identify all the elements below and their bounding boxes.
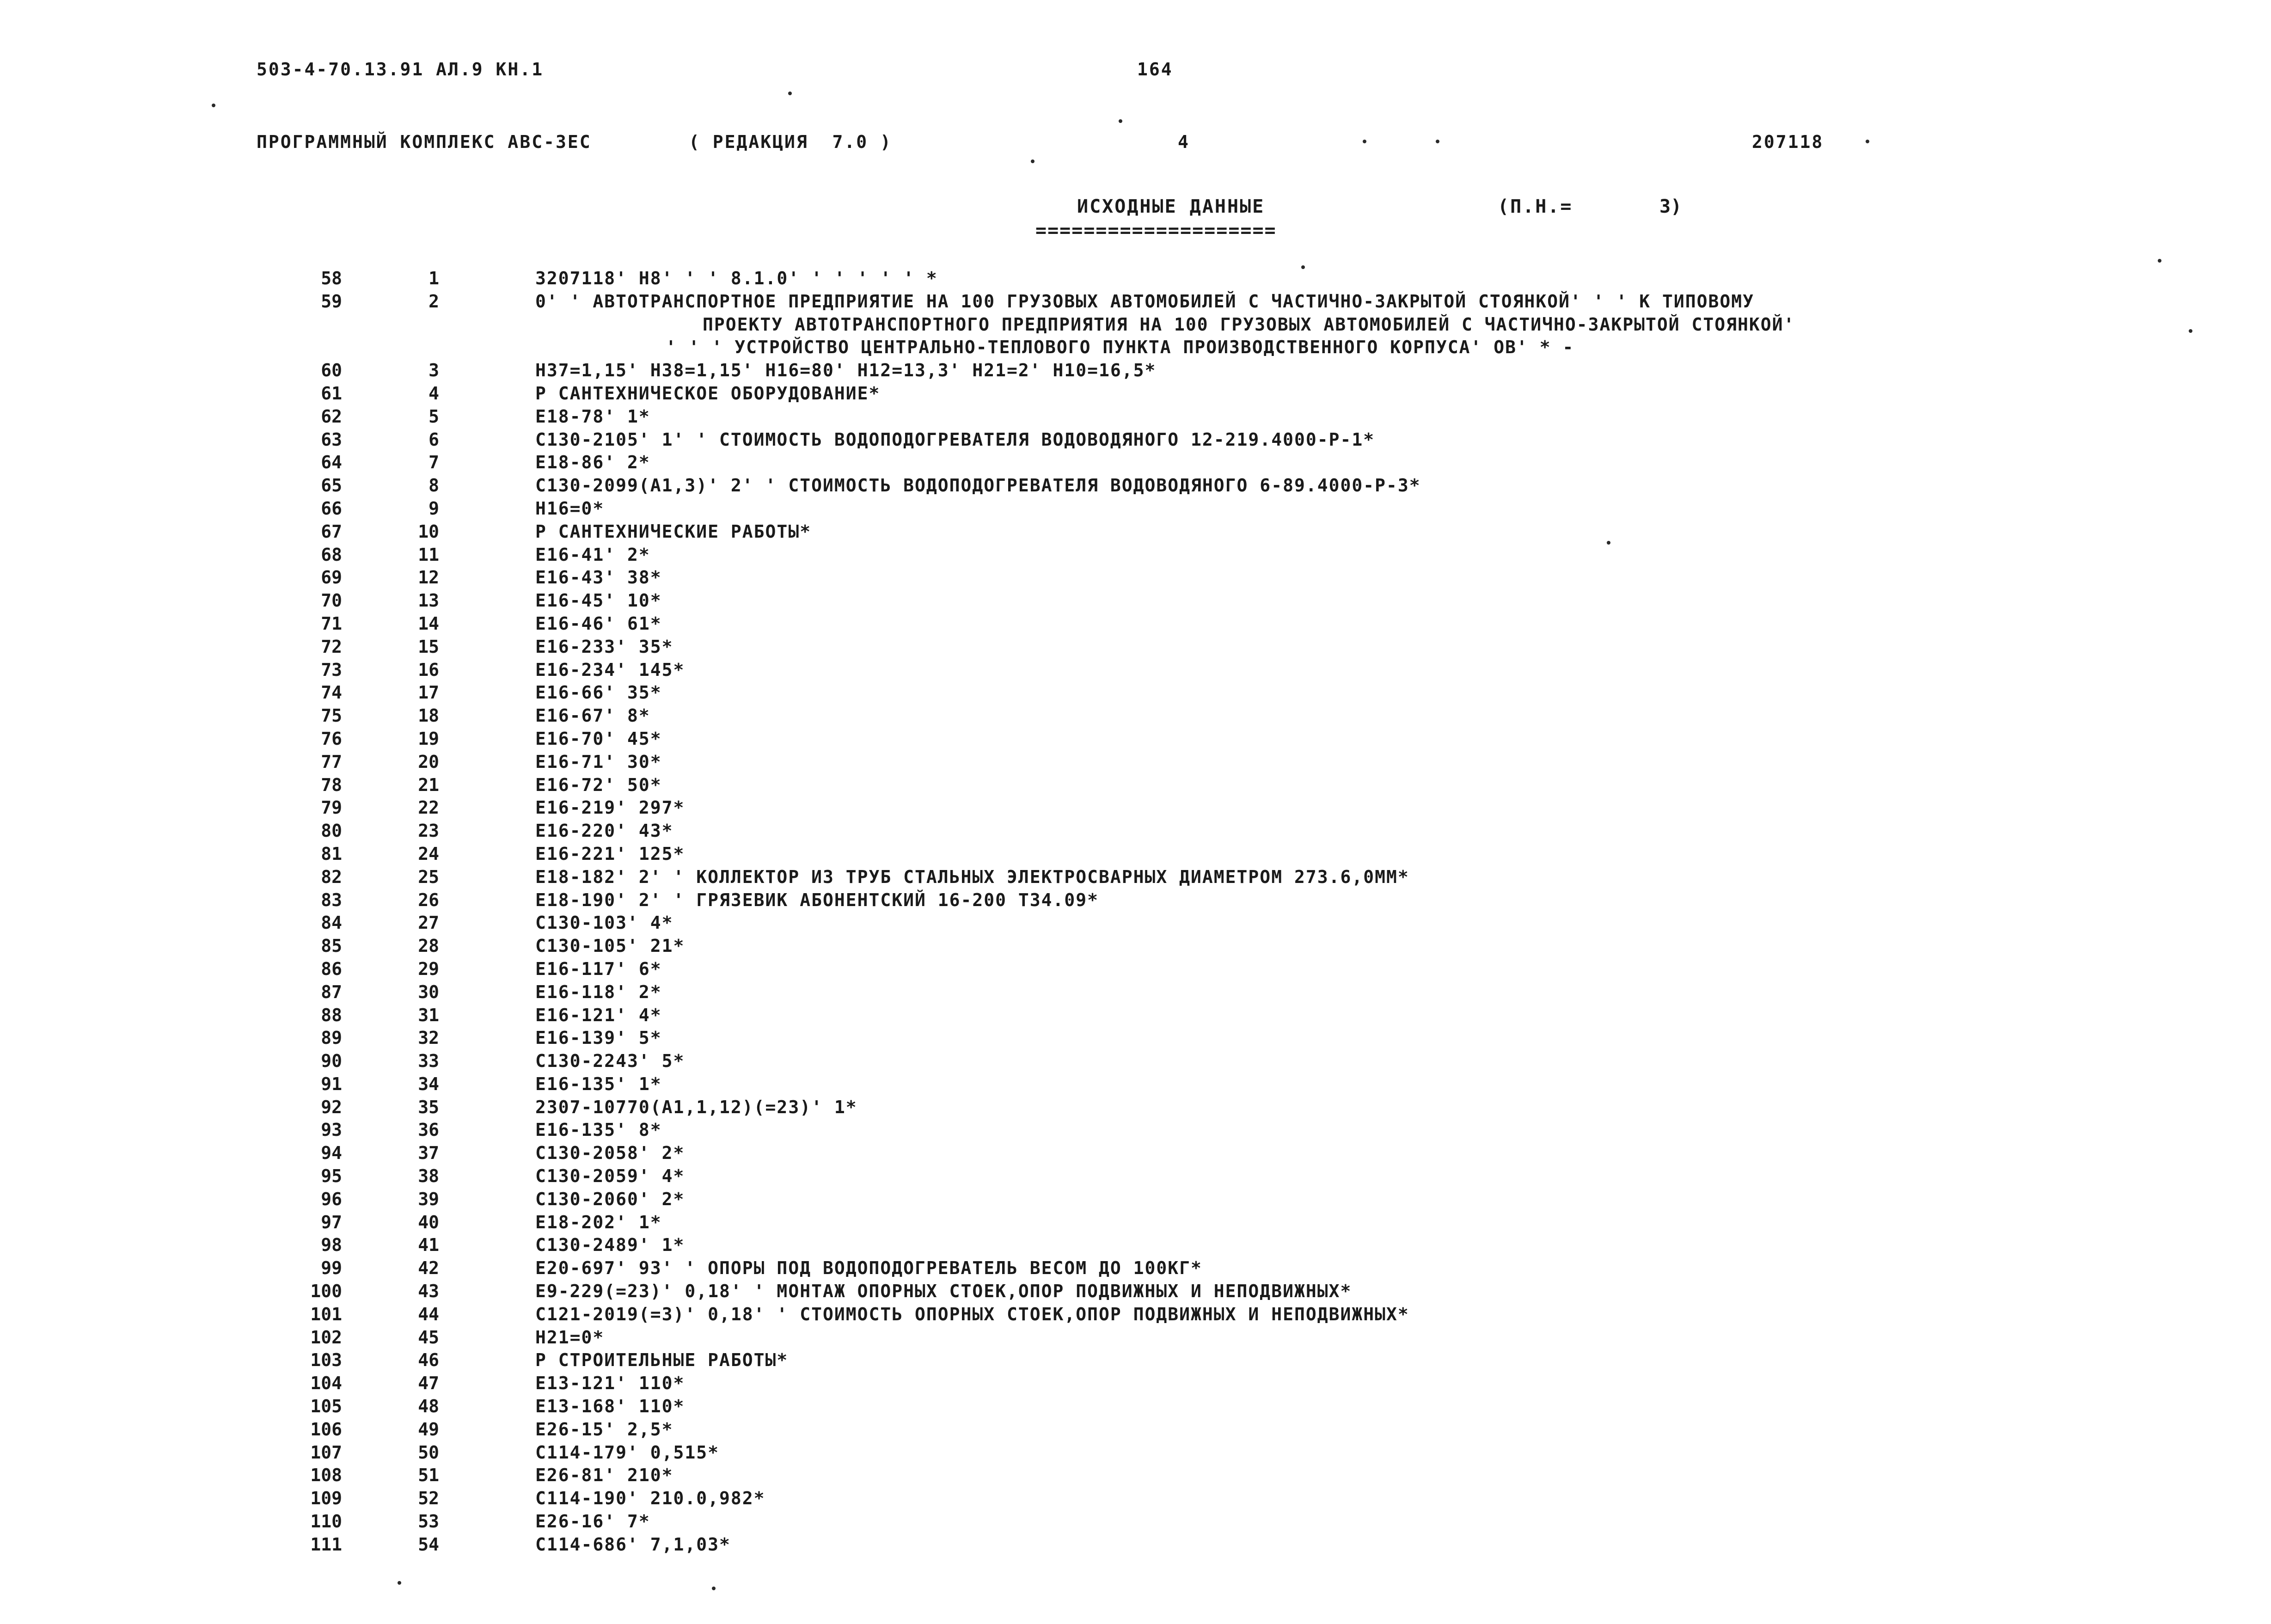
listing-row	[0, 544, 2271, 567]
statement-number: 24	[418, 843, 439, 864]
statement-number: 40	[418, 1212, 439, 1232]
statement-number: 14	[418, 613, 439, 634]
statement-text: Н16=0*	[535, 498, 605, 519]
statement-text: Е16-220' 43*	[535, 821, 673, 841]
scan-speck	[1436, 140, 1439, 143]
line-number: 103	[310, 1350, 342, 1371]
line-number: 87	[321, 981, 342, 1002]
scan-speck	[788, 92, 792, 95]
statement-text: С130-105' 21*	[535, 936, 685, 956]
line-number: 102	[310, 1327, 342, 1348]
line-number: 92	[321, 1097, 342, 1117]
statement-text: Н37=1,15' Н38=1,15' Н16=80' Н12=13,3' Н21=2' Н10=16,5*	[535, 360, 1157, 381]
listing-row	[0, 382, 2271, 405]
statement-text: Е26-16' 7*	[535, 1511, 650, 1532]
statement-text: С130-2059' 4*	[535, 1166, 685, 1187]
listing-row	[0, 843, 2271, 866]
line-number: 106	[310, 1419, 342, 1440]
statement-number: 7	[428, 452, 439, 473]
statement-number: 46	[418, 1350, 439, 1371]
listing-row	[0, 359, 2271, 382]
statement-number: 49	[418, 1419, 439, 1440]
line-number: 95	[321, 1166, 342, 1187]
line-number: 110	[310, 1511, 342, 1532]
statement-number: 47	[418, 1373, 439, 1394]
statement-number: 17	[418, 682, 439, 703]
scan-speck	[398, 1581, 401, 1585]
statement-text: Р СТРОИТЕЛЬНЫЕ РАБОТЫ*	[535, 1350, 789, 1371]
line-number: 66	[321, 498, 342, 519]
statement-text: С130-2058' 2*	[535, 1143, 685, 1164]
statement-number: 38	[418, 1166, 439, 1187]
listing-row	[0, 1142, 2271, 1165]
statement-text: Е13-121' 110*	[535, 1373, 685, 1394]
statement-number: 21	[418, 774, 439, 795]
statement-text: Е16-118' 2*	[535, 981, 662, 1002]
listing-row	[0, 1050, 2271, 1073]
line-number: 62	[321, 406, 342, 427]
line-number: 59	[321, 291, 342, 312]
listing-row	[0, 1096, 2271, 1119]
listing-row	[0, 1418, 2271, 1441]
statement-number: 9	[428, 498, 439, 519]
statement-text: Е13-168' 110*	[535, 1396, 685, 1417]
listing-row	[0, 1487, 2271, 1510]
listing-row	[0, 981, 2271, 1004]
statement-number: 32	[418, 1028, 439, 1048]
line-number: 58	[321, 268, 342, 288]
listing-row	[0, 1073, 2271, 1096]
statement-text: Е20-697' 93' ' ОПОРЫ ПОД ВОДОПОДОГРЕВАТЕЛЬ ВЕСОМ ДО 100КГ*	[535, 1258, 1202, 1279]
statement-number: 29	[418, 958, 439, 979]
statement-text: Е16-41' 2*	[535, 544, 650, 565]
line-number: 69	[321, 567, 342, 588]
statement-number: 18	[418, 705, 439, 726]
statement-number: 19	[418, 728, 439, 749]
listing-row	[0, 774, 2271, 797]
statement-text: Р САНТЕХНИЧЕСКОЕ ОБОРУДОВАНИЕ*	[535, 383, 881, 404]
listing-row	[0, 290, 2271, 313]
listing-row	[0, 1004, 2271, 1027]
line-number: 90	[321, 1051, 342, 1072]
line-number: 81	[321, 843, 342, 864]
line-number: 63	[321, 429, 342, 450]
line-number: 104	[310, 1373, 342, 1394]
listing-row	[0, 521, 2271, 544]
sheet-number: 4	[1178, 132, 1190, 152]
listing-row	[0, 1395, 2271, 1418]
statement-text: С130-103' 4*	[535, 913, 673, 933]
line-number: 65	[321, 475, 342, 496]
statement-number: 16	[418, 659, 439, 680]
listing-row	[0, 1165, 2271, 1188]
line-number: 75	[321, 705, 342, 726]
statement-text: С130-2105' 1' ' СТОИМОСТЬ ВОДОПОДОГРЕВАТЕЛЯ ВОДОВОДЯНОГО 12-219.4000-Р-1*	[535, 429, 1375, 450]
statement-number: 8	[428, 475, 439, 496]
statement-text: Е18-86' 2*	[535, 452, 650, 473]
listing-row	[0, 1280, 2271, 1303]
job-code: 207118	[1752, 132, 1824, 152]
statement-number: 52	[418, 1488, 439, 1509]
pn-label: (П.Н.=	[1498, 196, 1573, 217]
statement-text: 2307-10770(А1,1,12)(=23)' 1*	[535, 1097, 857, 1117]
listing-row	[0, 267, 2271, 290]
scan-speck	[1119, 119, 1122, 123]
edition: ( РЕДАКЦИЯ 7.0 )	[689, 132, 892, 152]
statement-text: С130-2489' 1*	[535, 1235, 685, 1256]
statement-number: 35	[418, 1097, 439, 1117]
listing-row	[0, 1372, 2271, 1395]
statement-number: 53	[418, 1511, 439, 1532]
line-number: 77	[321, 751, 342, 772]
line-number: 76	[321, 728, 342, 749]
listing-row	[0, 1464, 2271, 1487]
line-number: 96	[321, 1189, 342, 1209]
statement-text: Е16-66' 35*	[535, 682, 662, 703]
statement-number: 2	[428, 291, 439, 312]
scan-speck	[2189, 329, 2192, 333]
line-number: 85	[321, 936, 342, 956]
statement-number: 54	[418, 1534, 439, 1555]
line-number: 111	[310, 1534, 342, 1555]
statement-number: 42	[418, 1258, 439, 1279]
scan-speck	[212, 104, 215, 107]
statement-text: Е16-135' 8*	[535, 1120, 662, 1140]
statement-text: 0' ' АВТОТРАНСПОРТНОЕ ПРЕДПРИЯТИЕ НА 100 ГРУЗОВЫХ АВТОМОБИЛЕЙ С ЧАСТИЧНО-ЗАКРЫТОЙ СТОЯНКОЙ' ' ' К ТИПОВОМУ	[535, 291, 1755, 312]
statement-number: 4	[428, 383, 439, 404]
line-number: 78	[321, 774, 342, 795]
statement-number: 31	[418, 1005, 439, 1025]
statement-number: 1	[428, 268, 439, 288]
input-data-listing	[0, 267, 2271, 1557]
listing-row	[0, 1027, 2271, 1050]
statement-number: 50	[418, 1442, 439, 1463]
statement-text: Е9-229(=23)' 0,18' ' МОНТАЖ ОПОРНЫХ СТОЕК,ОПОР ПОДВИЖНЫХ И НЕПОДВИЖНЫХ*	[535, 1281, 1352, 1302]
listing-row	[0, 866, 2271, 889]
line-number: 64	[321, 452, 342, 473]
scan-speck	[2158, 259, 2161, 263]
statement-text: Е18-190' 2' ' ГРЯЗЕВИК АБОНЕНТСКИЙ 16-200 Т34.09*	[535, 889, 1099, 910]
statement-number: 37	[418, 1143, 439, 1164]
line-number: 79	[321, 797, 342, 818]
statement-text: ' ' ' УСТРОЙСТВО ЦЕНТРАЛЬНО-ТЕПЛОВОГО ПУНКТА ПРОИЗВОДСТВЕННОГО КОРПУСА' ОВ' * -	[666, 337, 1574, 358]
statement-text: Е16-72' 50*	[535, 774, 662, 795]
statement-text: Е16-219' 297*	[535, 797, 685, 818]
statement-text: С130-2099(А1,3)' 2' ' СТОИМОСТЬ ВОДОПОДОГРЕВАТЕЛЯ ВОДОВОДЯНОГО 6-89.4000-Р-3*	[535, 475, 1421, 496]
listing-row	[0, 935, 2271, 958]
statement-number: 51	[418, 1465, 439, 1486]
statement-text: Е18-202' 1*	[535, 1212, 662, 1232]
listing-row	[0, 636, 2271, 659]
statement-text: Е26-15' 2,5*	[535, 1419, 673, 1440]
statement-number: 23	[418, 821, 439, 841]
statement-text: Е16-45' 10*	[535, 590, 662, 611]
statement-text: Е16-117' 6*	[535, 958, 662, 979]
statement-text: Е16-71' 30*	[535, 751, 662, 772]
statement-number: 39	[418, 1189, 439, 1209]
listing-row	[0, 1211, 2271, 1234]
listing-row	[0, 1119, 2271, 1142]
statement-number: 45	[418, 1327, 439, 1348]
listing-row	[0, 566, 2271, 589]
statement-number: 5	[428, 406, 439, 427]
scan-speck	[1031, 159, 1034, 163]
pn-value: 3)	[1659, 196, 1682, 217]
listing-row	[0, 705, 2271, 728]
section-title: ИСХОДНЫЕ ДАННЫЕ	[1077, 196, 1265, 217]
line-number: 89	[321, 1028, 342, 1048]
statement-number: 20	[418, 751, 439, 772]
listing-row	[0, 1188, 2271, 1211]
statement-text: С121-2019(=3)' 0,18' ' СТОИМОСТЬ ОПОРНЫХ СТОЕК,ОПОР ПОДВИЖНЫХ И НЕПОДВИЖНЫХ*	[535, 1304, 1409, 1324]
line-number: 80	[321, 821, 342, 841]
statement-number: 36	[418, 1120, 439, 1140]
statement-number: 25	[418, 866, 439, 887]
listing-row	[0, 497, 2271, 521]
statement-text: С130-2060' 2*	[535, 1189, 685, 1209]
program-name: ПРОГРАММНЫЙ КОМПЛЕКС АВС-3ЕС	[257, 132, 592, 152]
section-underline: ====================	[1035, 220, 1277, 241]
statement-text: Е16-46' 61*	[535, 613, 662, 634]
statement-text: Е18-78' 1*	[535, 406, 650, 427]
statement-number: 41	[418, 1235, 439, 1256]
line-number: 84	[321, 913, 342, 933]
statement-text: Е16-43' 38*	[535, 567, 662, 588]
line-number: 61	[321, 383, 342, 404]
listing-row	[0, 405, 2271, 429]
statement-number: 13	[418, 590, 439, 611]
listing-row	[0, 589, 2271, 613]
line-number: 98	[321, 1235, 342, 1256]
page-number: 164	[1137, 59, 1173, 80]
line-number: 88	[321, 1005, 342, 1025]
statement-number: 6	[428, 429, 439, 450]
statement-text: Е16-67' 8*	[535, 705, 650, 726]
statement-number: 48	[418, 1396, 439, 1417]
line-number: 109	[310, 1488, 342, 1509]
listing-row	[0, 912, 2271, 935]
listing-row	[0, 1234, 2271, 1257]
listing-row	[0, 1257, 2271, 1280]
statement-number: 10	[418, 521, 439, 542]
statement-text: Р САНТЕХНИЧЕСКИЕ РАБОТЫ*	[535, 521, 812, 542]
line-number: 60	[321, 360, 342, 381]
statement-text: Е16-221' 125*	[535, 843, 685, 864]
statement-text: С114-686' 7,1,03*	[535, 1534, 731, 1555]
statement-text: С114-179' 0,515*	[535, 1442, 720, 1463]
line-number: 101	[310, 1304, 342, 1324]
statement-number: 43	[418, 1281, 439, 1302]
statement-number: 44	[418, 1304, 439, 1324]
statement-number: 15	[418, 636, 439, 657]
line-number: 83	[321, 889, 342, 910]
line-number: 71	[321, 613, 342, 634]
line-number: 94	[321, 1143, 342, 1164]
line-number: 100	[310, 1281, 342, 1302]
scan-speck	[712, 1587, 716, 1590]
statement-text: Е16-139' 5*	[535, 1028, 662, 1048]
listing-row	[0, 728, 2271, 751]
listing-row	[0, 1441, 2271, 1465]
line-number: 68	[321, 544, 342, 565]
line-number: 107	[310, 1442, 342, 1463]
line-number: 99	[321, 1258, 342, 1279]
statement-text: Н21=0*	[535, 1327, 605, 1348]
statement-text: Е16-233' 35*	[535, 636, 673, 657]
statement-text: Е18-182' 2' ' КОЛЛЕКТОР ИЗ ТРУБ СТАЛЬНЫХ ЭЛЕКТРОСВАРНЫХ ДИАМЕТРОМ 273.6,0ММ*	[535, 866, 1409, 887]
line-number: 72	[321, 636, 342, 657]
statement-number: 33	[418, 1051, 439, 1072]
listing-row	[0, 451, 2271, 474]
statement-number: 22	[418, 797, 439, 818]
line-number: 67	[321, 521, 342, 542]
listing-row	[0, 681, 2271, 705]
statement-text: Е26-81' 210*	[535, 1465, 673, 1486]
line-number: 82	[321, 866, 342, 887]
listing-row	[0, 820, 2271, 843]
listing-row	[0, 958, 2271, 981]
listing-row	[0, 429, 2271, 452]
listing-row	[0, 889, 2271, 912]
scan-speck	[1607, 541, 1610, 545]
listing-row	[0, 659, 2271, 682]
listing-row	[0, 751, 2271, 774]
statement-text: Е16-121' 4*	[535, 1005, 662, 1025]
statement-number: 30	[418, 981, 439, 1002]
statement-number: 34	[418, 1073, 439, 1094]
listing-row	[0, 1533, 2271, 1557]
statement-number: 28	[418, 936, 439, 956]
statement-number: 26	[418, 889, 439, 910]
statement-number: 27	[418, 913, 439, 933]
line-number: 91	[321, 1073, 342, 1094]
line-number: 105	[310, 1396, 342, 1417]
line-number: 86	[321, 958, 342, 979]
statement-text: ПРОЕКТУ АВТОТРАНСПОРТНОГО ПРЕДПРИЯТИЯ НА 100 ГРУЗОВЫХ АВТОМОБИЛЕЙ С ЧАСТИЧНО-ЗАКРЫТОЙ СТОЯНКОЙ'	[703, 314, 1795, 335]
listing-row	[0, 336, 2271, 359]
line-number: 74	[321, 682, 342, 703]
line-number: 108	[310, 1465, 342, 1486]
line-number: 93	[321, 1120, 342, 1140]
listing-row	[0, 1303, 2271, 1326]
listing-row	[0, 1349, 2271, 1372]
statement-text: С114-190' 210.0,982*	[535, 1488, 765, 1509]
line-number: 70	[321, 590, 342, 611]
listing-row	[0, 613, 2271, 636]
listing-row	[0, 1326, 2271, 1349]
scan-speck	[1866, 140, 1869, 143]
line-number: 97	[321, 1212, 342, 1232]
statement-text: Е16-135' 1*	[535, 1073, 662, 1094]
doc-code: 503-4-70.13.91 АЛ.9 КН.1	[257, 59, 544, 80]
statement-number: 11	[418, 544, 439, 565]
statement-text: С130-2243' 5*	[535, 1051, 685, 1072]
listing-row	[0, 313, 2271, 337]
line-number: 73	[321, 659, 342, 680]
statement-number: 3	[428, 360, 439, 381]
statement-text: 3207118' Н8' ' ' 8.1.0' ' ' ' ' ' *	[535, 268, 938, 288]
scan-speck	[1301, 265, 1305, 269]
scan-speck	[1363, 140, 1366, 143]
listing-row	[0, 1510, 2271, 1533]
listing-row	[0, 474, 2271, 497]
statement-text: Е16-234' 145*	[535, 659, 685, 680]
statement-number: 12	[418, 567, 439, 588]
listing-row	[0, 797, 2271, 820]
statement-text: Е16-70' 45*	[535, 728, 662, 749]
